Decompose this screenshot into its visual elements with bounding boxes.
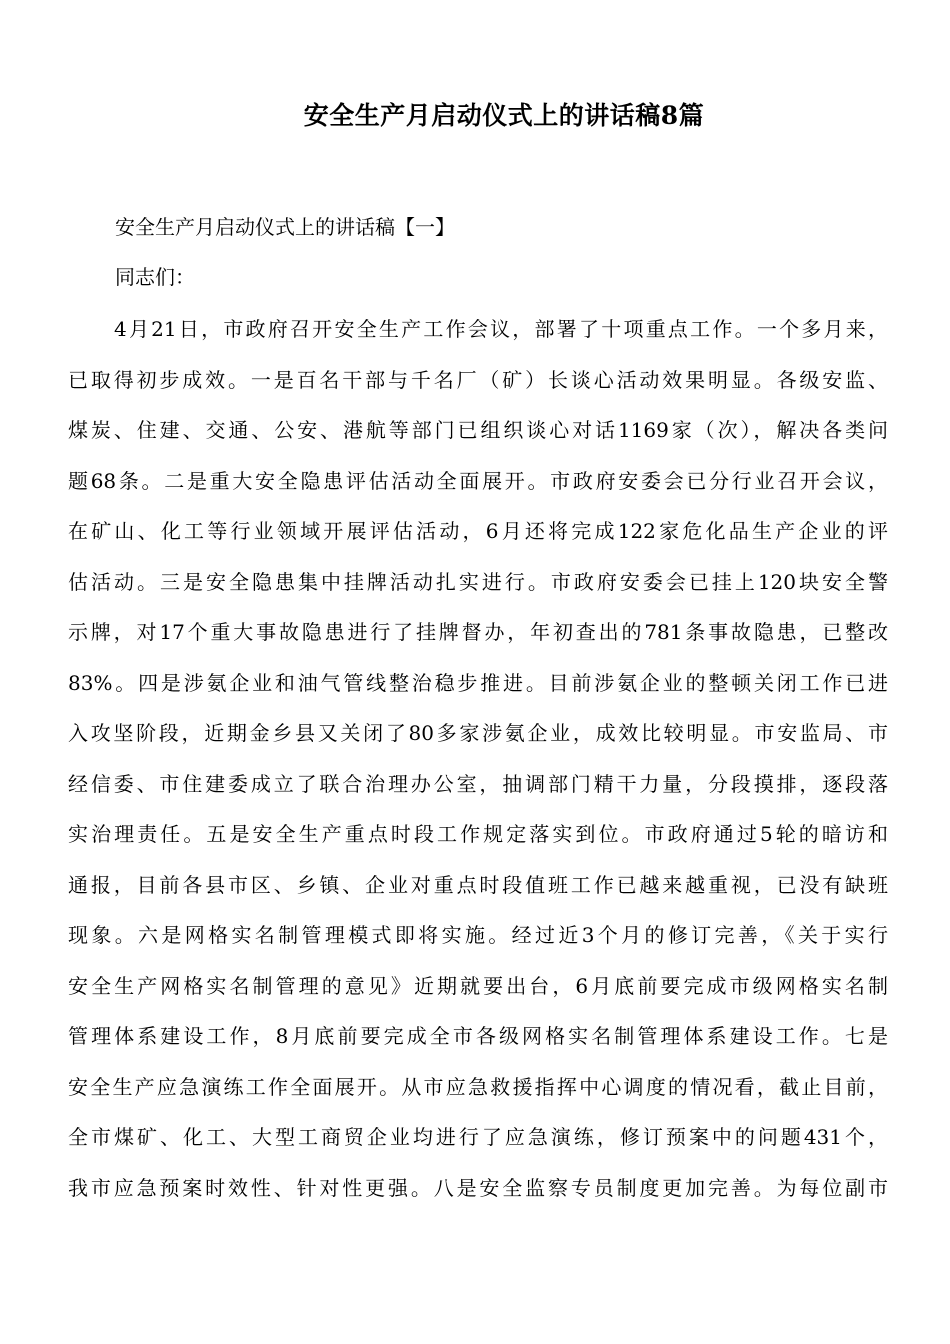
- paragraph-line: 示牌，对17个重大事故隐患进行了挂牌督办，年初查出的781条事故隐患，已整改: [68, 620, 888, 644]
- document-title: 安全生产月启动仪式上的讲话稿8篇: [303, 101, 705, 130]
- paragraph-line: 我市应急预案时效性、针对性更强。八是安全监察专员制度更加完善。为每位副市: [68, 1175, 888, 1200]
- paragraph-line: 经信委、市住建委成立了联合治理办公室，抽调部门精干力量，分段摸排，逐段落: [68, 771, 888, 796]
- paragraph-line: 4月21日，市政府召开安全生产工作会议，部署了十项重点工作。一个多月来，: [114, 317, 888, 341]
- paragraph-line: 题68条。二是重大安全隐患评估活动全面展开。市政府安委会已分行业召开会议，: [68, 468, 888, 493]
- paragraph-line: 煤炭、住建、交通、公安、港航等部门已组织谈心对话1169家（次），解决各类问: [68, 418, 888, 442]
- paragraph-line: 全市煤矿、化工、大型工商贸企业均进行了应急演练，修订预案中的问题431个，: [68, 1125, 888, 1149]
- paragraph-line: 估活动。三是安全隐患集中挂牌活动扎实进行。市政府安委会已挂上120块安全警: [68, 569, 888, 594]
- paragraph-line: 安全生产网格实名制管理的意见》近期就要出台，6月底前要完成市级网格实名制: [68, 973, 888, 998]
- paragraph-line: 通报，目前各县市区、乡镇、企业对重点时段值班工作已越来越重视，已没有缺班: [68, 872, 888, 897]
- paragraph-line: 现象。六是网格实名制管理模式即将实施。经过近3个月的修订完善，《关于实行: [68, 923, 888, 947]
- paragraph-line: 入攻坚阶段，近期金乡县又关闭了80多家涉氨企业，成效比较明显。市安监局、市: [68, 721, 888, 745]
- paragraph-line: 实治理责任。五是安全生产重点时段工作规定落实到位。市政府通过5轮的暗访和: [68, 822, 888, 846]
- paragraph-line: 已取得初步成效。一是百名干部与千名厂（矿）长谈心活动效果明显。各级安监、: [68, 367, 888, 392]
- paragraph-line: 管理体系建设工作，8月底前要完成全市各级网格实名制管理体系建设工作。七是: [68, 1024, 888, 1048]
- body-paragraph: [68, 309, 888, 1218]
- salutation: 同志们：: [115, 265, 195, 289]
- paragraph-line: 安全生产应急演练工作全面展开。从市应急救援指挥中心调度的情况看，截止目前，: [68, 1074, 888, 1099]
- section-heading: 安全生产月启动仪式上的讲话稿【一】: [115, 215, 455, 239]
- paragraph-line: 83%。四是涉氨企业和油气管线整治稳步推进。目前涉氨企业的整顿关闭工作已进: [68, 670, 888, 695]
- paragraph-line: 在矿山、化工等行业领域开展评估活动，6月还将完成122家危化品生产企业的评: [68, 519, 888, 543]
